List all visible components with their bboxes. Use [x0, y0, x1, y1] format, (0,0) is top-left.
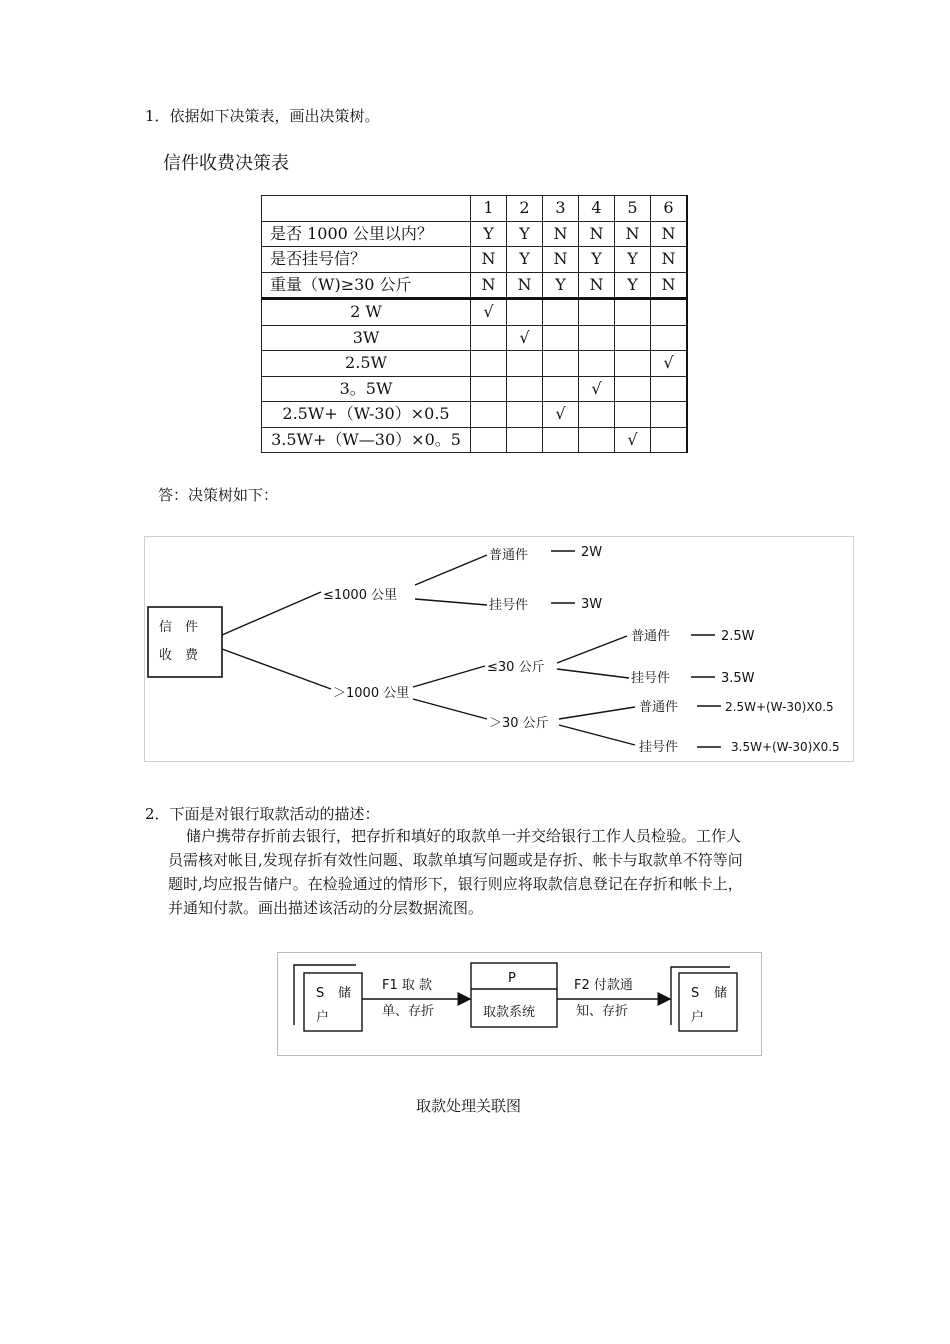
- flow-2-label-line1: F2 付款通: [574, 978, 633, 993]
- condition-row: [262, 272, 688, 299]
- action-check: √: [507, 325, 543, 351]
- condition-value: Y: [471, 221, 507, 247]
- answer-intro: 答：决策树如下：: [158, 486, 279, 504]
- dataflow-caption: 取款处理关联图: [416, 1097, 522, 1115]
- condition-value: Y: [615, 272, 651, 299]
- result-near-registered: 3W: [581, 597, 603, 612]
- edge: [557, 669, 629, 678]
- le-registered-label: 挂号件: [631, 671, 671, 686]
- result-le-ordinary: 2.5W: [721, 629, 755, 644]
- question-2-paragraph-line: 储户携带存折前去银行，把存折和填好的取款单一并交给银行工作人员检验。工作人: [186, 827, 742, 845]
- decision-tree: [145, 537, 853, 761]
- condition-value: N: [651, 221, 688, 247]
- edge: [559, 707, 635, 719]
- action-row: [262, 325, 688, 351]
- dataflow-diagram: [278, 953, 761, 1055]
- source-entity-s: S: [316, 986, 325, 1001]
- action-label: 2.5W: [262, 351, 471, 377]
- near-registered-label: 挂号件: [489, 598, 529, 613]
- edge: [222, 649, 331, 689]
- action-check: √: [471, 299, 507, 326]
- condition-label: 重量（W)≥30 公斤: [262, 272, 471, 299]
- rule-number: 2: [507, 196, 543, 222]
- action-label: 2 W: [262, 299, 471, 326]
- result-gt-ordinary: 2.5W+(W-30)X0.5: [725, 700, 834, 714]
- edge: [222, 592, 321, 635]
- action-row: [262, 402, 688, 428]
- condition-value: Y: [543, 272, 579, 299]
- edge: [415, 599, 487, 605]
- sink-entity-label-2: 户: [691, 1010, 705, 1025]
- condition-row: [262, 221, 688, 247]
- action-check: √: [579, 376, 615, 402]
- sink-entity-s: S: [691, 986, 700, 1001]
- action-label: 3W: [262, 325, 471, 351]
- table-corner-cell: [262, 196, 471, 222]
- condition-value: N: [579, 221, 615, 247]
- condition-value: N: [651, 247, 688, 273]
- source-entity-box: [304, 973, 362, 1031]
- result-le-registered: 3.5W: [721, 671, 755, 686]
- rule-number: 6: [651, 196, 688, 222]
- action-row: [262, 351, 688, 377]
- branch-near-label: ≤1000 公里: [323, 588, 398, 603]
- edge: [559, 725, 635, 745]
- le-ordinary-label: 普通件: [631, 629, 671, 644]
- rule-number: 5: [615, 196, 651, 222]
- condition-value: N: [651, 272, 688, 299]
- question-1-prompt: 1．依据如下决策表，画出决策树。: [145, 107, 380, 125]
- root-label-line1: 信 件: [159, 620, 199, 635]
- edge: [557, 636, 627, 663]
- condition-label: 是否挂号信？: [262, 247, 471, 273]
- dataflow-frame: [277, 952, 762, 1056]
- decision-table: [261, 195, 688, 453]
- source-entity-label-1: 储: [338, 986, 352, 1001]
- condition-value: N: [471, 247, 507, 273]
- action-check: √: [651, 351, 688, 377]
- rule-number: 3: [543, 196, 579, 222]
- condition-value: N: [579, 272, 615, 299]
- condition-value: N: [543, 221, 579, 247]
- action-label: 2.5W+（W-30）×0.5: [262, 402, 471, 428]
- condition-value: N: [543, 247, 579, 273]
- action-row: [262, 376, 688, 402]
- gt-ordinary-label: 普通件: [639, 700, 679, 715]
- condition-value: Y: [507, 247, 543, 273]
- source-entity-label-2: 户: [316, 1010, 330, 1025]
- condition-value: Y: [615, 247, 651, 273]
- decision-tree-frame: [144, 536, 854, 762]
- result-gt-registered: 3.5W+(W-30)X0.5: [731, 740, 840, 754]
- action-check: √: [615, 427, 651, 453]
- flow-1-label-line1: F1 取 款: [382, 978, 433, 993]
- result-near-ordinary: 2W: [581, 545, 603, 560]
- process-name: 取款系统: [483, 1005, 536, 1020]
- condition-label: 是否 1000 公里以内？: [262, 221, 471, 247]
- condition-value: Y: [579, 247, 615, 273]
- sink-entity-label-1: 储: [714, 986, 728, 1001]
- weight-le-label: ≤30 公斤: [487, 660, 545, 675]
- edge: [415, 555, 487, 585]
- root-box: [148, 607, 222, 677]
- action-check: √: [543, 402, 579, 428]
- weight-gt-label: ＞30 公斤: [489, 716, 549, 731]
- sink-entity-box: [679, 973, 737, 1031]
- branch-far-label: ＞1000 公里: [333, 686, 410, 701]
- action-label: 3。5W: [262, 376, 471, 402]
- action-row: [262, 427, 688, 453]
- table-header-row: [262, 196, 688, 222]
- flow-1-label-line2: 单、存折: [382, 1004, 435, 1019]
- condition-value: N: [615, 221, 651, 247]
- action-label: 3.5W+（W—30）×0。5: [262, 427, 471, 453]
- edge: [413, 699, 487, 719]
- question-2-paragraph-line: 并通知付款。画出描述该活动的分层数据流图。: [168, 899, 484, 917]
- question-2-prompt: 2．下面是对银行取款活动的描述：: [145, 805, 380, 823]
- near-ordinary-label: 普通件: [489, 548, 529, 563]
- edge: [413, 666, 485, 687]
- question-2-paragraph-line: 员需核对帐目,发现存折有效性问题、取款单填写问题或是存折、帐卡与取款单不符等问: [168, 851, 743, 869]
- rule-number: 4: [579, 196, 615, 222]
- condition-row: [262, 247, 688, 273]
- gt-registered-label: 挂号件: [639, 740, 679, 755]
- decision-table-title: 信件收费决策表: [163, 153, 289, 174]
- root-label-line2: 收 费: [159, 648, 199, 663]
- question-2-paragraph-line: 题时,均应报告储户。在检验通过的情形下，银行则应将取款信息登记在存折和帐卡上，: [168, 875, 743, 893]
- condition-value: Y: [507, 221, 543, 247]
- action-row: [262, 299, 688, 326]
- process-id: P: [508, 971, 516, 986]
- condition-value: N: [471, 272, 507, 299]
- rule-number: 1: [471, 196, 507, 222]
- condition-value: N: [507, 272, 543, 299]
- flow-2-label-line2: 知、存折: [576, 1004, 629, 1019]
